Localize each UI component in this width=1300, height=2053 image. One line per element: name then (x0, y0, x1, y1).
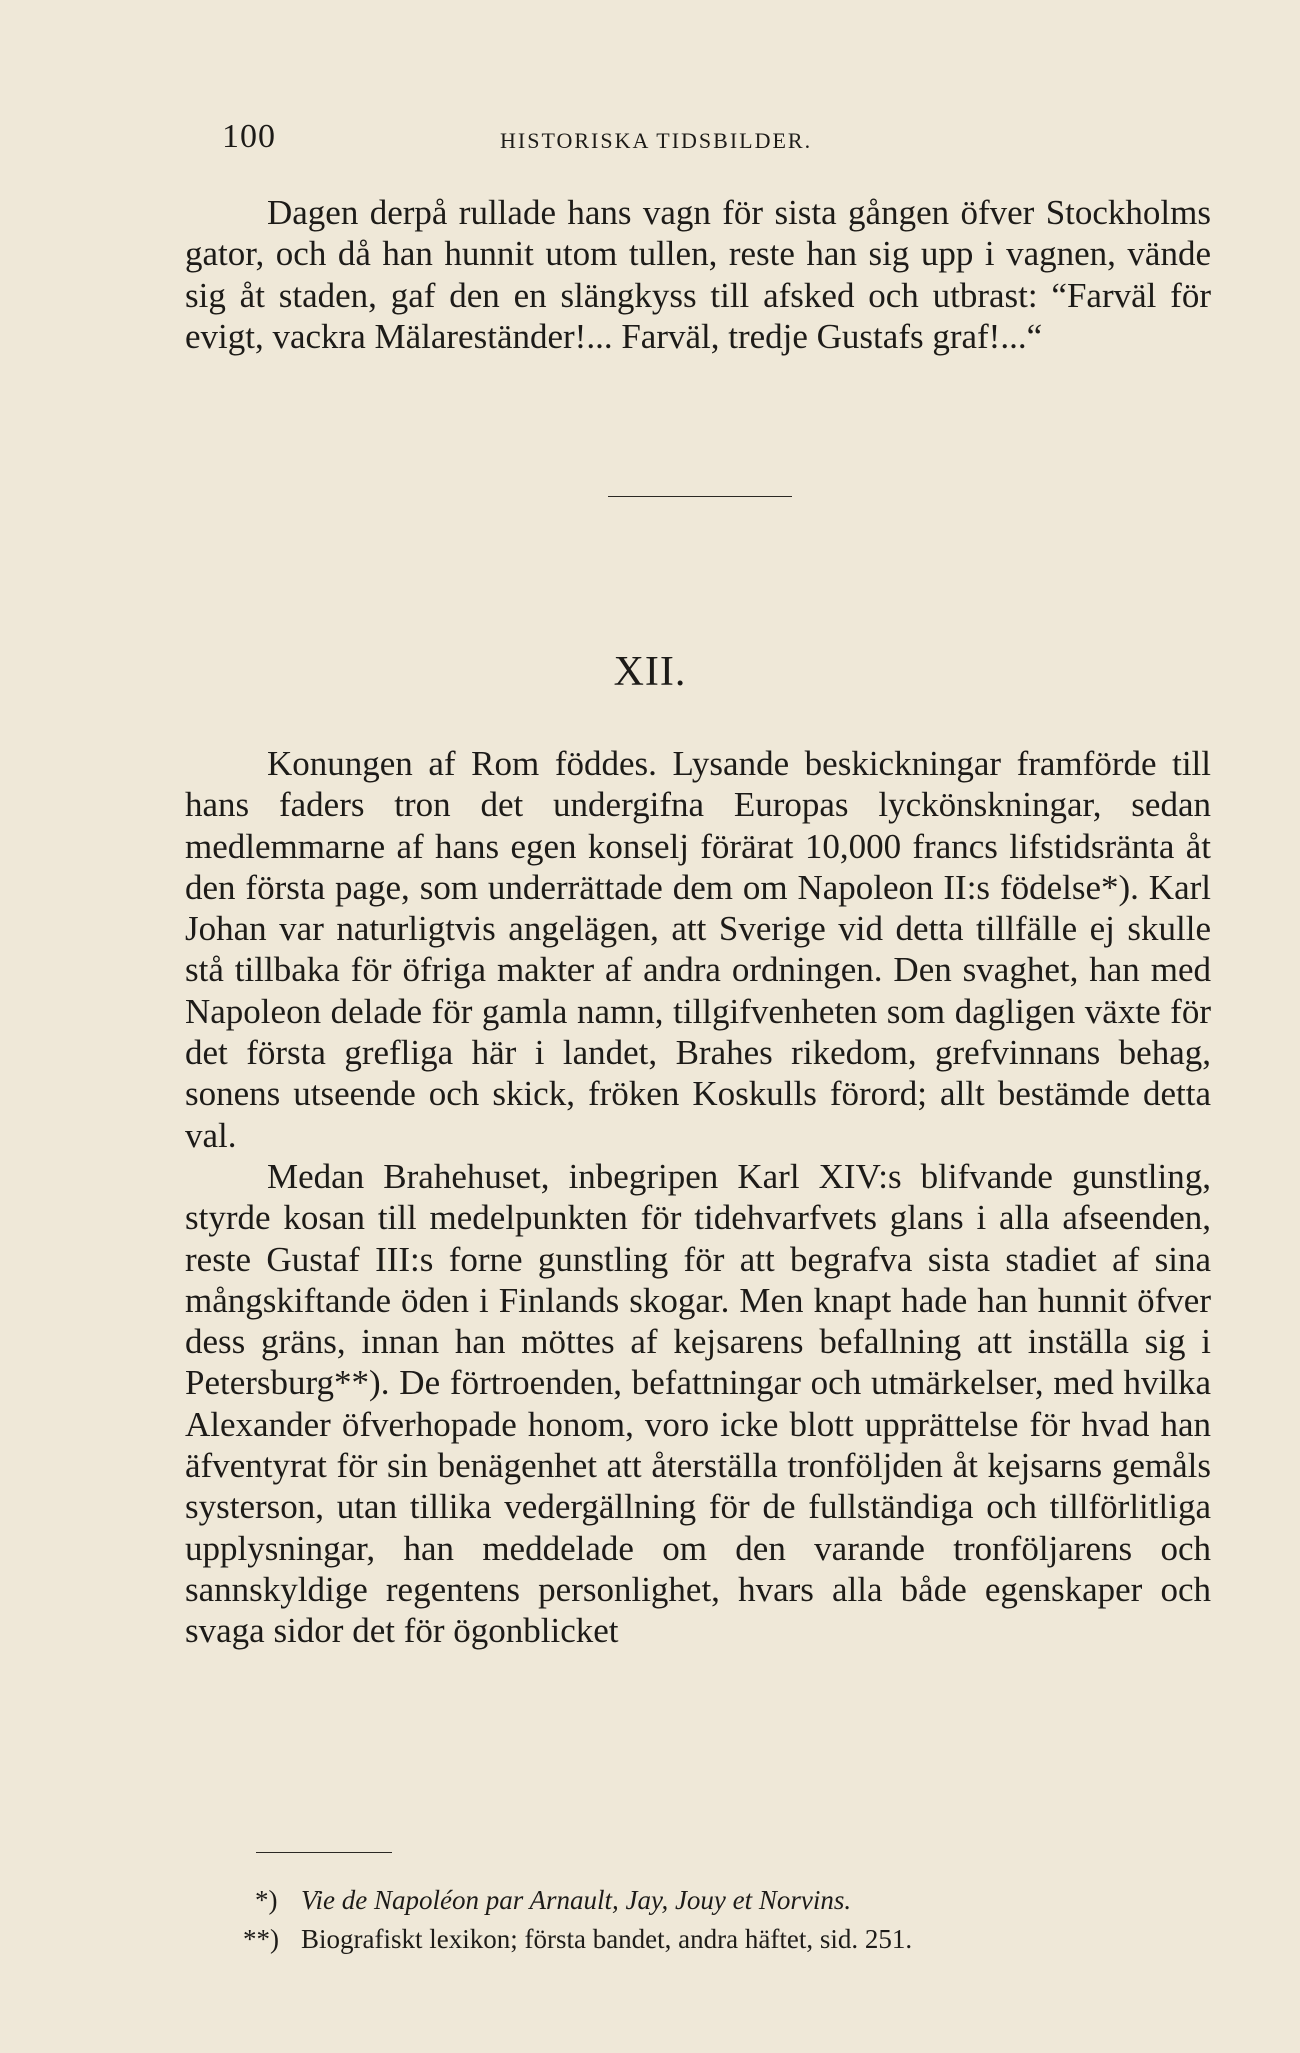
paragraph: Dagen derpå rullade hans vagn för sista gången öfver Stockholms gator, och då han hunnit utom tullen, reste han sig upp i vagnen, vände sig åt staden, gaf den en slängkyss till afsked och utbrast: “Farväl för evigt, vackra Mälareständer!... Farväl, tredje Gustafs graf!...“ (185, 193, 1211, 356)
paragraph: Konungen af Rom föddes. Lysande beskickningar framförde till hans faders tron det undergifna Europas lyckönskningar, sedan medlemmarne af hans egen konselj förärat 10,000 francs lifstidsränta åt den första page, som underrättade dem om Napoleon II:s födelse*). Karl Johan var naturligtvis angelägen, att Sverige vid detta tillfälle ej skulle stå tillbaka för öfriga makter af andra ordningen. Den svaghet, han med Napoleon delade för gamla namn, tillgifvenheten som dagligen växte för det första grefliga här i landet, Brahes rikedom, grefvinnans behag, sonens utseende och skick, fröken Koskulls förord; allt bestämde detta val. (185, 744, 1211, 1155)
section-divider (608, 496, 792, 497)
body-text-main (185, 743, 1211, 1652)
footnote (255, 1881, 1155, 1920)
body-text-top (185, 192, 1211, 357)
footnote-text: Biografiskt lexikon; första bandet, andra häftet, sid. 251. (301, 1924, 913, 1954)
footnote-mark: *) (255, 1885, 278, 1915)
section-heading: XII. (613, 649, 687, 695)
footnote (243, 1920, 1155, 1959)
page-number: 100 (222, 118, 276, 155)
running-head (184, 118, 1214, 168)
footnotes (243, 1881, 1155, 1959)
paragraph: Medan Brahehuset, inbegripen Karl XIV:s blifvande gunstling, styrde kosan till medelpunkten för tidehvarfvets glans i alla afseenden, reste Gustaf III:s forne gunstling för att begrafva sista stadiet af sina mångskiftande öden i Finlands skogar. Men knapt hade han hunnit öfver dess gräns, innan han möttes af kejsarens befallning att inställa sig i Petersburg**). De förtroenden, befattningar och utmärkelser, med hvilka Alexander öfverhopade honom, voro icke blott upprättelse för hvad han äfventyrat för sin benägenhet att återställa tronföljden åt kejsarns gemåls systerson, utan tillika vedergällning för de fullständiga och tillförlitliga upplysningar, han meddelade om den varande tronföljarens och sannskyldige regentens personlighet, hvars alla både egenskaper och svaga sidor det för ögonblicket (185, 1156, 1211, 1651)
footnote-divider (256, 1852, 392, 1853)
running-title: HISTORISKA TIDSBILDER. (500, 128, 813, 153)
footnote-text: Vie de Napoléon par Arnault, Jay, Jouy et Norvins. (301, 1885, 852, 1915)
footnote-mark: **) (243, 1924, 279, 1954)
